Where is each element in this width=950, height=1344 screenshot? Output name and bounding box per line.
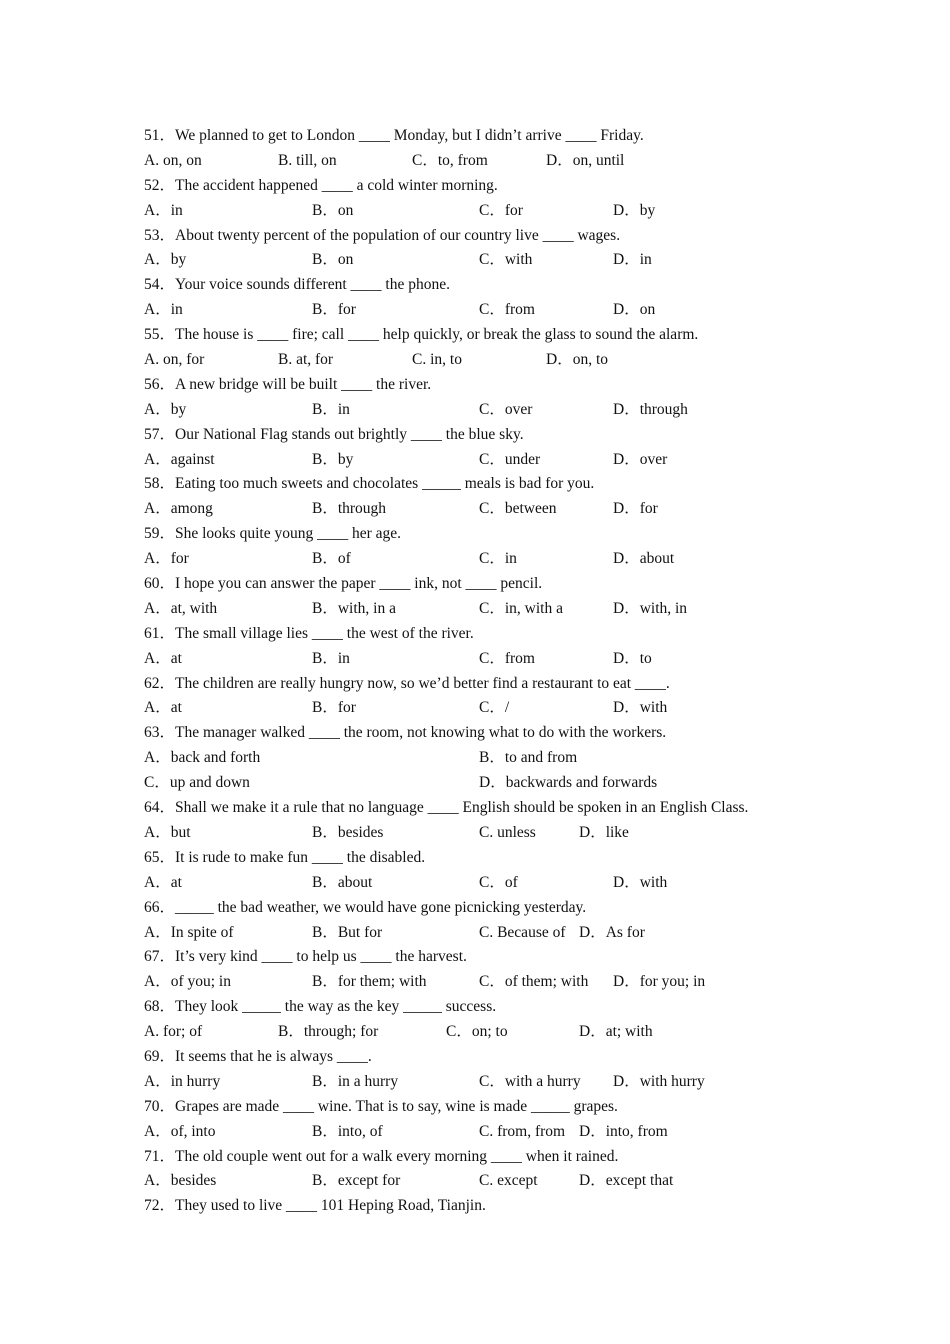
- answer-option[interactable]: C．on; to: [446, 1023, 508, 1041]
- options-row: [144, 348, 824, 373]
- question-stem: 52．The accident happened ____ a cold winter morning.: [144, 176, 498, 194]
- question-stem: 53．About twenty percent of the population of our country live ____ wages.: [144, 226, 621, 244]
- answer-option[interactable]: B．to and from: [479, 749, 578, 767]
- question-stem: 59．She looks quite young ____ her age.: [144, 525, 402, 543]
- answer-option[interactable]: C．over: [479, 400, 533, 418]
- answer-option[interactable]: C．in, with a: [479, 599, 563, 617]
- answer-option[interactable]: D．like: [579, 823, 629, 841]
- answer-option[interactable]: A．against: [144, 450, 215, 468]
- question-stem: 70．Grapes are made ____ wine. That is to say, wine is made _____ grapes.: [144, 1097, 618, 1115]
- answer-option[interactable]: D．with: [613, 699, 668, 717]
- question-stem: 62．The children are really hungry now, so we’d better find a restaurant to eat ____.: [144, 674, 670, 692]
- answer-option[interactable]: A．but: [144, 823, 191, 841]
- answer-option[interactable]: C. in, to: [412, 351, 462, 369]
- options-row: [144, 1169, 824, 1194]
- options-row: [144, 1070, 824, 1095]
- question-stem: 55．The house is ____ fire; call ____ help quickly, or break the glass to sound the alarm.: [144, 326, 699, 344]
- answer-option[interactable]: B．for: [312, 301, 356, 319]
- options-row: [144, 871, 824, 896]
- answer-option[interactable]: D．on, until: [546, 151, 625, 169]
- answer-option[interactable]: B．into, of: [312, 1122, 383, 1140]
- question-stem: 65．It is rude to make fun ____ the disabled.: [144, 848, 426, 866]
- answer-option[interactable]: D．over: [613, 450, 668, 468]
- answer-option[interactable]: D．for: [613, 500, 658, 518]
- answer-option[interactable]: A．in: [144, 301, 183, 319]
- answer-option[interactable]: D．in: [613, 251, 652, 269]
- options-row: [144, 597, 824, 622]
- answer-option[interactable]: B．in a hurry: [312, 1072, 399, 1090]
- answer-option[interactable]: D．on: [613, 301, 656, 319]
- options-row: [144, 149, 824, 174]
- answer-option[interactable]: C．/: [479, 699, 510, 717]
- options-row: [144, 970, 824, 995]
- answer-option[interactable]: D．with hurry: [613, 1072, 705, 1090]
- options-row: [144, 647, 824, 672]
- answer-option[interactable]: D．As for: [579, 923, 645, 941]
- answer-option[interactable]: B．on: [312, 251, 354, 269]
- question-stem: 57．Our National Flag stands out brightly ____ the blue sky.: [144, 425, 524, 443]
- options-row: [144, 547, 824, 572]
- answer-option[interactable]: B．by: [312, 450, 354, 468]
- answer-option[interactable]: B．But for: [312, 923, 383, 941]
- answer-option[interactable]: C．with a hurry: [479, 1072, 581, 1090]
- answer-option[interactable]: C．of: [479, 873, 518, 891]
- answer-option[interactable]: C. Because of: [479, 923, 566, 941]
- answer-option[interactable]: D．at; with: [579, 1023, 653, 1041]
- answer-option[interactable]: C．under: [479, 450, 541, 468]
- answer-option[interactable]: A．at, with: [144, 599, 218, 617]
- answer-option[interactable]: A．among: [144, 500, 213, 518]
- answer-option[interactable]: B. at, for: [278, 351, 334, 369]
- answer-option[interactable]: C．with: [479, 251, 533, 269]
- answer-option[interactable]: C．in: [479, 550, 517, 568]
- answer-option[interactable]: B．of: [312, 550, 351, 568]
- answer-option[interactable]: B. till, on: [278, 151, 337, 169]
- answer-option[interactable]: C. from, from: [479, 1122, 566, 1140]
- answer-option[interactable]: A. on, for: [144, 351, 205, 369]
- answer-option[interactable]: B．through: [312, 500, 387, 518]
- options-row: [144, 398, 824, 423]
- answer-option[interactable]: B．for: [312, 699, 356, 717]
- answer-option[interactable]: A．of you; in: [144, 973, 231, 991]
- answer-option[interactable]: A．at: [144, 649, 182, 667]
- answer-option[interactable]: A．back and forth: [144, 749, 261, 767]
- question-stem: 63．The manager walked ____ the room, not knowing what to do with the workers.: [144, 724, 667, 742]
- question-stem: 61．The small village lies ____ the west of the river.: [144, 624, 474, 642]
- answer-option[interactable]: B．in: [312, 400, 350, 418]
- answer-option[interactable]: A．of, into: [144, 1122, 216, 1140]
- answer-option[interactable]: C．of them; with: [479, 973, 589, 991]
- question-list: [144, 124, 824, 1219]
- answer-option[interactable]: D．about: [613, 550, 675, 568]
- answer-option[interactable]: B．through; for: [278, 1023, 379, 1041]
- answer-option[interactable]: B．on: [312, 201, 354, 219]
- options-row: [144, 448, 824, 473]
- answer-option[interactable]: A．in: [144, 201, 183, 219]
- options-row: [144, 298, 824, 323]
- answer-option[interactable]: A．for: [144, 550, 189, 568]
- answer-option[interactable]: A．by: [144, 251, 187, 269]
- options-row: [144, 1020, 824, 1045]
- options-row: [144, 1120, 824, 1145]
- question-stem: 54．Your voice sounds different ____ the phone.: [144, 276, 450, 294]
- question-stem: 56．A new bridge will be built ____ the river.: [144, 375, 432, 393]
- answer-option[interactable]: D．to: [613, 649, 652, 667]
- answer-option[interactable]: B．for them; with: [312, 973, 427, 991]
- answer-option[interactable]: B．in: [312, 649, 350, 667]
- question-stem: 68．They look _____ the way as the key _____ success.: [144, 998, 497, 1016]
- question-stem: 58．Eating too much sweets and chocolates _____ meals is bad for you.: [144, 475, 595, 493]
- answer-option[interactable]: A. for; of: [144, 1023, 203, 1041]
- answer-option[interactable]: D．with: [613, 873, 668, 891]
- answer-option[interactable]: C．from: [479, 301, 535, 319]
- answer-option[interactable]: A．In spite of: [144, 923, 234, 941]
- question-stem: 66．_____ the bad weather, we would have gone picnicking yesterday.: [144, 898, 587, 916]
- answer-option[interactable]: C. except: [479, 1172, 538, 1190]
- question-stem: 51．We planned to get to London ____ Monday, but I didn’t arrive ____ Friday.: [144, 127, 644, 144]
- answer-option[interactable]: D．into, from: [579, 1122, 668, 1140]
- answer-option[interactable]: D．through: [613, 400, 688, 418]
- question-stem: 64．Shall we make it a rule that no language ____ English should be spoken in an English Class.: [144, 799, 749, 817]
- options-row: [144, 746, 824, 771]
- options-row: [144, 497, 824, 522]
- answer-option[interactable]: A．at: [144, 699, 182, 717]
- question-stem: 72．They used to live ____ 101 Heping Road, Tianjin.: [144, 1197, 486, 1215]
- options-row: [144, 248, 824, 273]
- answer-option[interactable]: C．to, from: [412, 151, 488, 169]
- question-stem: 60．I hope you can answer the paper ____ ink, not ____ pencil.: [144, 575, 543, 593]
- answer-option[interactable]: B．about: [312, 873, 373, 891]
- answer-option[interactable]: C．from: [479, 649, 535, 667]
- answer-option[interactable]: A．at: [144, 873, 182, 891]
- answer-option[interactable]: D．for you; in: [613, 973, 706, 991]
- answer-option[interactable]: B．except for: [312, 1172, 401, 1190]
- options-row: [144, 771, 824, 796]
- answer-option[interactable]: D．with, in: [613, 599, 688, 617]
- answer-option[interactable]: D．on, to: [546, 351, 609, 369]
- options-row: [144, 821, 824, 846]
- answer-option[interactable]: D．except that: [579, 1172, 674, 1190]
- answer-option[interactable]: A．in hurry: [144, 1072, 221, 1090]
- answer-option[interactable]: C．for: [479, 201, 523, 219]
- answer-option[interactable]: B．with, in a: [312, 599, 396, 617]
- answer-option[interactable]: D．backwards and forwards: [479, 774, 658, 792]
- options-row: [144, 696, 824, 721]
- answer-option[interactable]: D．by: [613, 201, 656, 219]
- answer-option[interactable]: A. on, on: [144, 151, 202, 169]
- answer-option[interactable]: A．besides: [144, 1172, 217, 1190]
- question-stem: 71．The old couple went out for a walk every morning ____ when it rained.: [144, 1147, 619, 1165]
- question-stem: 69．It seems that he is always ____.: [144, 1047, 372, 1065]
- options-row: [144, 921, 824, 946]
- answer-option[interactable]: C．between: [479, 500, 557, 518]
- answer-option[interactable]: A．by: [144, 400, 187, 418]
- options-row: [144, 199, 824, 224]
- answer-option[interactable]: C．up and down: [144, 774, 250, 792]
- question-stem: 67．It’s very kind ____ to help us ____ the harvest.: [144, 948, 467, 966]
- answer-option[interactable]: B．besides: [312, 823, 384, 841]
- answer-option[interactable]: C. unless: [479, 823, 536, 841]
